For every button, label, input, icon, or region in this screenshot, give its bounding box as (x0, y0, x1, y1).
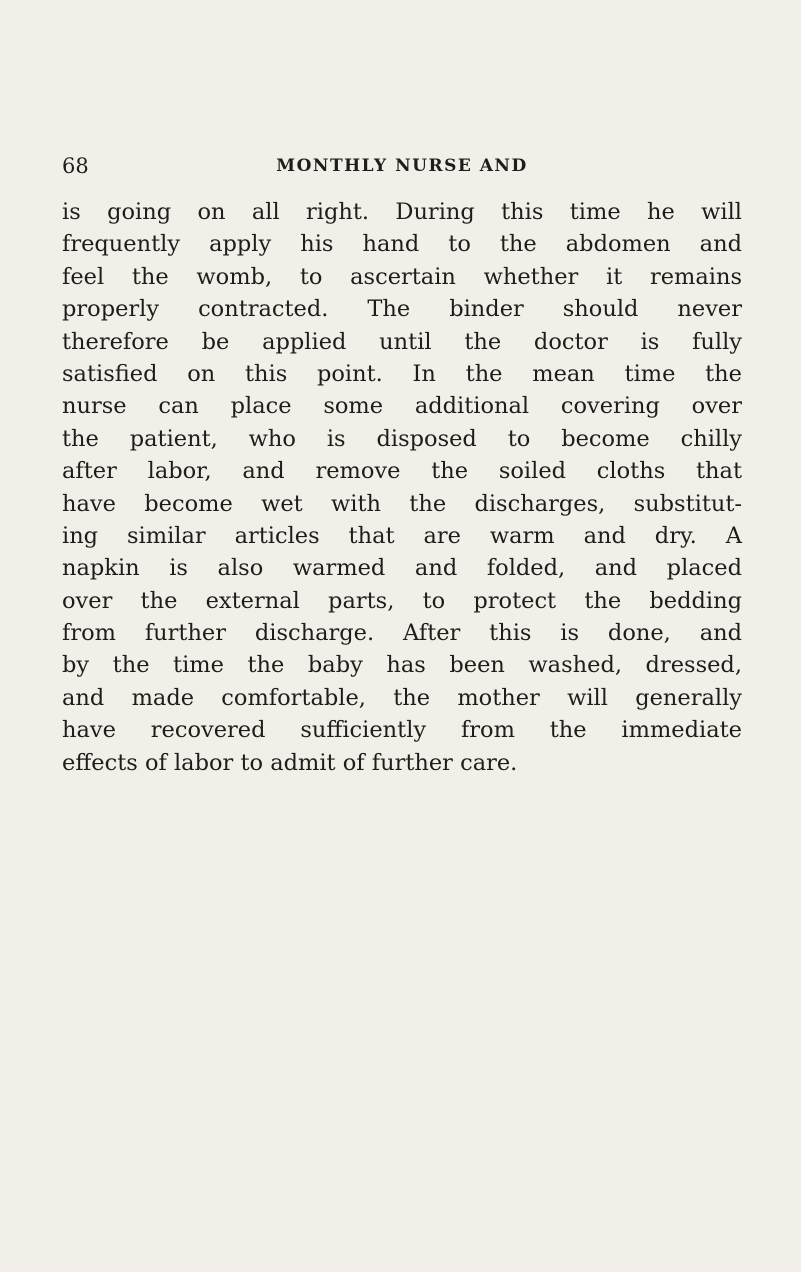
text-line: nurse can place some additional covering over (62, 393, 742, 420)
text-line: after labor, and remove the soiled cloths that (62, 458, 742, 485)
text-line: properly contracted. The binder should never (62, 296, 742, 323)
body-paragraph (62, 196, 742, 779)
text-line: napkin is also warmed and folded, and placed (62, 555, 742, 582)
text-line: from further discharge. After this is done, and (62, 620, 742, 647)
page-header (62, 154, 742, 184)
text-line: and made comfortable, the mother will generally (62, 684, 742, 711)
text-line: have become wet with the discharges, substitut- (62, 490, 742, 517)
text-line: satisfied on this point. In the mean time the (62, 360, 742, 387)
text-line: effects of labor to admit of further care. (62, 749, 518, 776)
text-line: have recovered sufficiently from the immediate (62, 717, 742, 744)
text-line: is going on all right. During this time he will (62, 199, 742, 225)
text-line: ing similar articles that are warm and dry. A (62, 522, 742, 549)
text-line: therefore be applied until the doctor is fully (62, 328, 742, 355)
text-line: the patient, who is disposed to become chilly (62, 425, 742, 452)
page-number: 68 (62, 154, 89, 178)
text-line: by the time the baby has been washed, dressed, (62, 652, 742, 679)
text-line: frequently apply his hand to the abdomen and (62, 231, 742, 258)
running-head: MONTHLY NURSE AND (276, 156, 528, 176)
text-line: feel the womb, to ascertain whether it remains (62, 263, 742, 290)
text-line: over the external parts, to protect the bedding (62, 587, 742, 614)
